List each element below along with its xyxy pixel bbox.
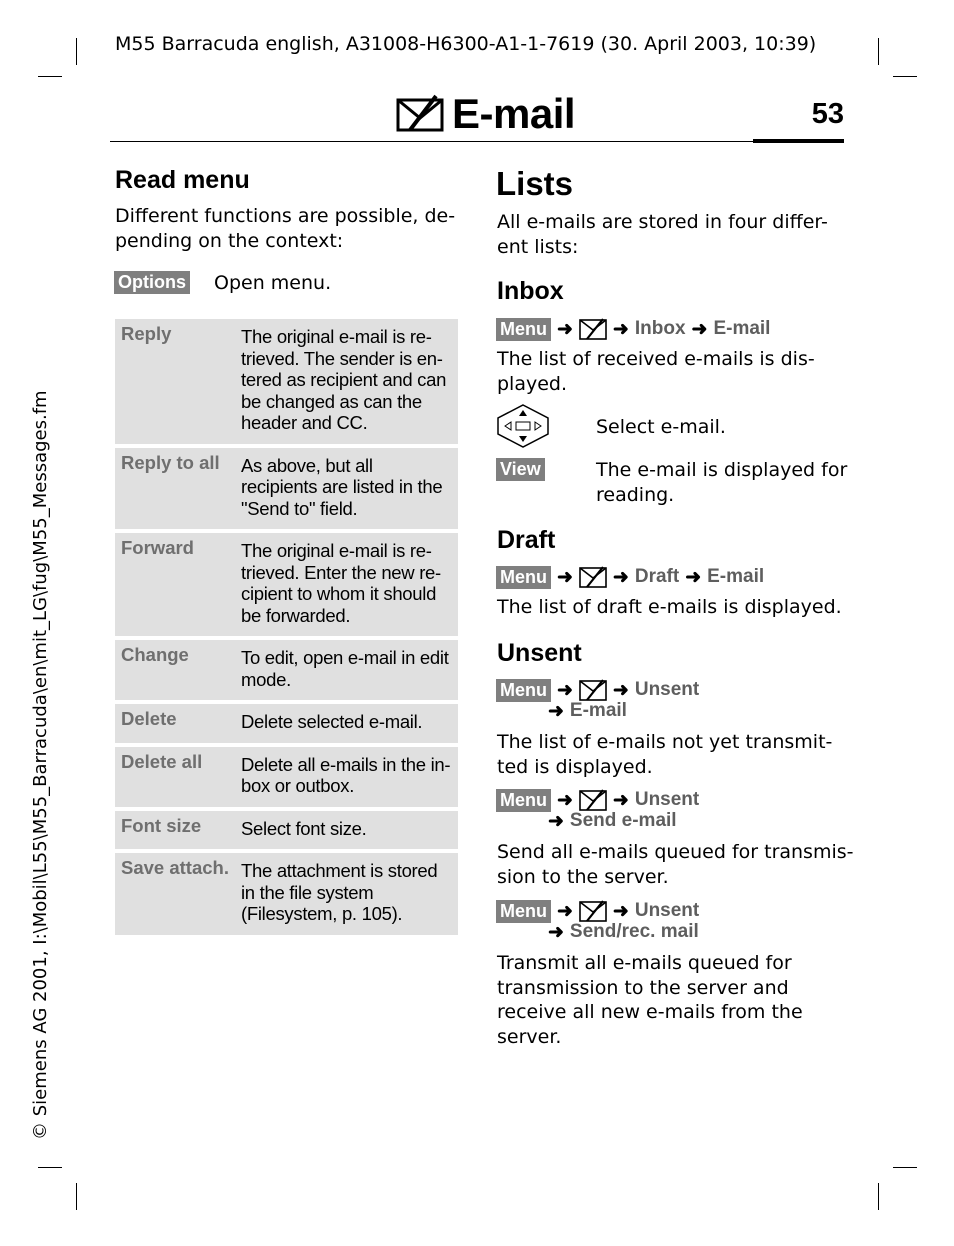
inbox-heading: Inbox (497, 277, 564, 305)
menu-row-desc: As above, but all recipients are listed in the "Send to" field. (235, 448, 458, 530)
unsent-path-2 (496, 788, 699, 833)
inbox-path (496, 317, 770, 341)
options-softkey[interactable] (114, 271, 190, 294)
menu-row (115, 319, 458, 444)
lists-intro-line: ent lists: (497, 235, 579, 258)
unsent-text-line: server. (497, 1025, 562, 1048)
lists-heading: Lists (496, 165, 574, 202)
envelope-icon (579, 318, 607, 340)
menu-row (115, 533, 458, 636)
menu-row-label: Reply to all (115, 448, 235, 530)
crop-mark (878, 38, 879, 65)
menu-row (115, 853, 458, 935)
unsent-heading: Unsent (497, 639, 582, 667)
crop-mark (76, 38, 77, 65)
menu-key[interactable]: Menu (496, 679, 551, 702)
arrow-icon: ➜ (612, 679, 629, 701)
envelope-icon (396, 94, 444, 134)
inbox-text-line: played. (497, 372, 568, 395)
document-header: M55 Barracuda english, A31008-H6300-A1-1-7619 (30. April 2003, 10:39) (115, 33, 817, 55)
path-step[interactable]: Unsent (634, 900, 700, 921)
crop-mark (76, 1183, 77, 1210)
menu-row-label: Font size (115, 811, 235, 850)
menu-row (115, 704, 458, 743)
unsent-text-line: receive all new e-mails from the (497, 1001, 803, 1023)
crop-mark (38, 76, 62, 77)
lists-intro-line: All e-mails are stored in four differ- (497, 211, 828, 233)
lists-intro (497, 210, 828, 259)
menu-row-desc: To edit, open e-mail in edit mode. (235, 640, 458, 700)
path-step[interactable]: Unsent (634, 789, 700, 810)
select-desc: Select e-mail. (596, 416, 726, 438)
arrow-icon: ➜ (612, 900, 629, 922)
inbox-text-line: The list of received e-mails is dis- (497, 348, 815, 370)
menu-key[interactable]: Menu (496, 318, 551, 341)
header-rule-thick (753, 139, 844, 143)
draft-text: The list of draft e-mails is displayed. (497, 596, 842, 618)
read-menu-intro (115, 204, 455, 253)
unsent-path-3 (496, 899, 699, 944)
arrow-icon: ➜ (557, 318, 573, 340)
unsent-path-1 (496, 678, 699, 723)
menu-row (115, 811, 458, 850)
menu-row-label: Save attach. (115, 853, 235, 935)
draft-heading: Draft (497, 526, 556, 554)
path-step[interactable]: Inbox (634, 318, 686, 339)
read-menu-intro-line: Different functions are possible, de- (115, 205, 456, 227)
view-desc-line: The e-mail is displayed for (596, 459, 848, 481)
arrow-icon: ➜ (685, 566, 702, 588)
view-desc-line: reading. (596, 483, 675, 506)
crop-mark (893, 76, 917, 77)
menu-row (115, 448, 458, 530)
menu-row-label: Reply (115, 319, 235, 444)
side-note: © Siemens AG 2001, I:\Mobil\L55\M55_Barracuda\en\mit_LG\fug\M55_Messages.fm (30, 390, 51, 1140)
read-menu-intro-line: pending on the context: (115, 229, 344, 252)
menu-row (115, 640, 458, 700)
menu-row-desc: The original e-mail is re-trieved. Enter the new re-cipient to whom it should be forwarded. (235, 533, 458, 636)
arrow-icon: ➜ (612, 318, 629, 340)
envelope-icon (579, 900, 607, 922)
menu-row-desc: The original e-mail is re-trieved. The sender is en-tered as recipient and can be changed as can the header and CC. (235, 319, 458, 444)
options-desc: Open menu. (214, 272, 332, 294)
menu-row (115, 747, 458, 807)
chapter-title (396, 88, 575, 140)
read-menu-table (115, 315, 458, 939)
path-step[interactable]: Send/rec. mail (569, 921, 699, 942)
arrow-icon: ➜ (557, 679, 573, 701)
menu-row-label: Forward (115, 533, 235, 636)
view-key[interactable]: View (496, 458, 545, 481)
path-step[interactable]: Unsent (634, 679, 700, 700)
options-key[interactable]: Options (114, 271, 190, 294)
envelope-icon (579, 566, 607, 588)
crop-mark (878, 1183, 879, 1210)
chapter-title-text: E-mail (452, 90, 576, 137)
page-number: 53 (811, 98, 844, 130)
path-step[interactable]: E-mail (569, 700, 627, 721)
menu-key[interactable]: Menu (496, 566, 551, 589)
arrow-icon: ➜ (557, 566, 573, 588)
arrow-icon: ➜ (548, 700, 564, 722)
inbox-text (497, 347, 815, 396)
arrow-icon: ➜ (612, 789, 629, 811)
arrow-icon: ➜ (548, 921, 564, 943)
arrow-icon: ➜ (612, 566, 629, 588)
unsent-text-line: Send all e-mails queued for transmis- (497, 841, 854, 863)
menu-row-desc: The attachment is stored in the file system (Filesystem, p. 105). (235, 853, 458, 935)
crop-mark (38, 1167, 62, 1168)
unsent-text-2 (497, 840, 854, 889)
unsent-text-line: transmission to the server and (497, 976, 789, 999)
menu-row-label: Delete all (115, 747, 235, 807)
envelope-icon (579, 789, 607, 811)
menu-row-desc: Select font size. (235, 811, 458, 850)
view-desc (596, 458, 847, 507)
header-rule (110, 141, 754, 142)
menu-key[interactable]: Menu (496, 900, 551, 923)
path-step[interactable]: E-mail (707, 566, 765, 587)
menu-row-label: Delete (115, 704, 235, 743)
view-softkey[interactable] (496, 458, 545, 481)
unsent-text-line: sion to the server. (497, 865, 669, 888)
path-step[interactable]: Draft (634, 566, 680, 587)
envelope-icon (579, 679, 607, 701)
arrow-icon: ➜ (548, 810, 564, 832)
navigation-key-icon[interactable] (496, 404, 550, 448)
arrow-icon: ➜ (557, 900, 573, 922)
unsent-text-line: The list of e-mails not yet transmit- (497, 731, 833, 753)
crop-mark (893, 1167, 917, 1168)
menu-key[interactable]: Menu (496, 789, 551, 812)
arrow-icon: ➜ (557, 789, 573, 811)
arrow-icon: ➜ (691, 318, 708, 340)
menu-row-label: Change (115, 640, 235, 700)
unsent-text-3 (497, 951, 803, 1049)
path-step[interactable]: Send e-mail (569, 810, 677, 831)
menu-row-desc: Delete selected e-mail. (235, 704, 458, 743)
unsent-text-1 (497, 730, 832, 779)
unsent-text-line: ted is displayed. (497, 755, 653, 778)
path-step[interactable]: E-mail (713, 318, 771, 339)
unsent-text-line: Transmit all e-mails queued for (497, 952, 792, 974)
menu-row-desc: Delete all e-mails in the in-box or outbox. (235, 747, 458, 807)
draft-path (496, 565, 764, 589)
read-menu-heading: Read menu (115, 166, 250, 194)
